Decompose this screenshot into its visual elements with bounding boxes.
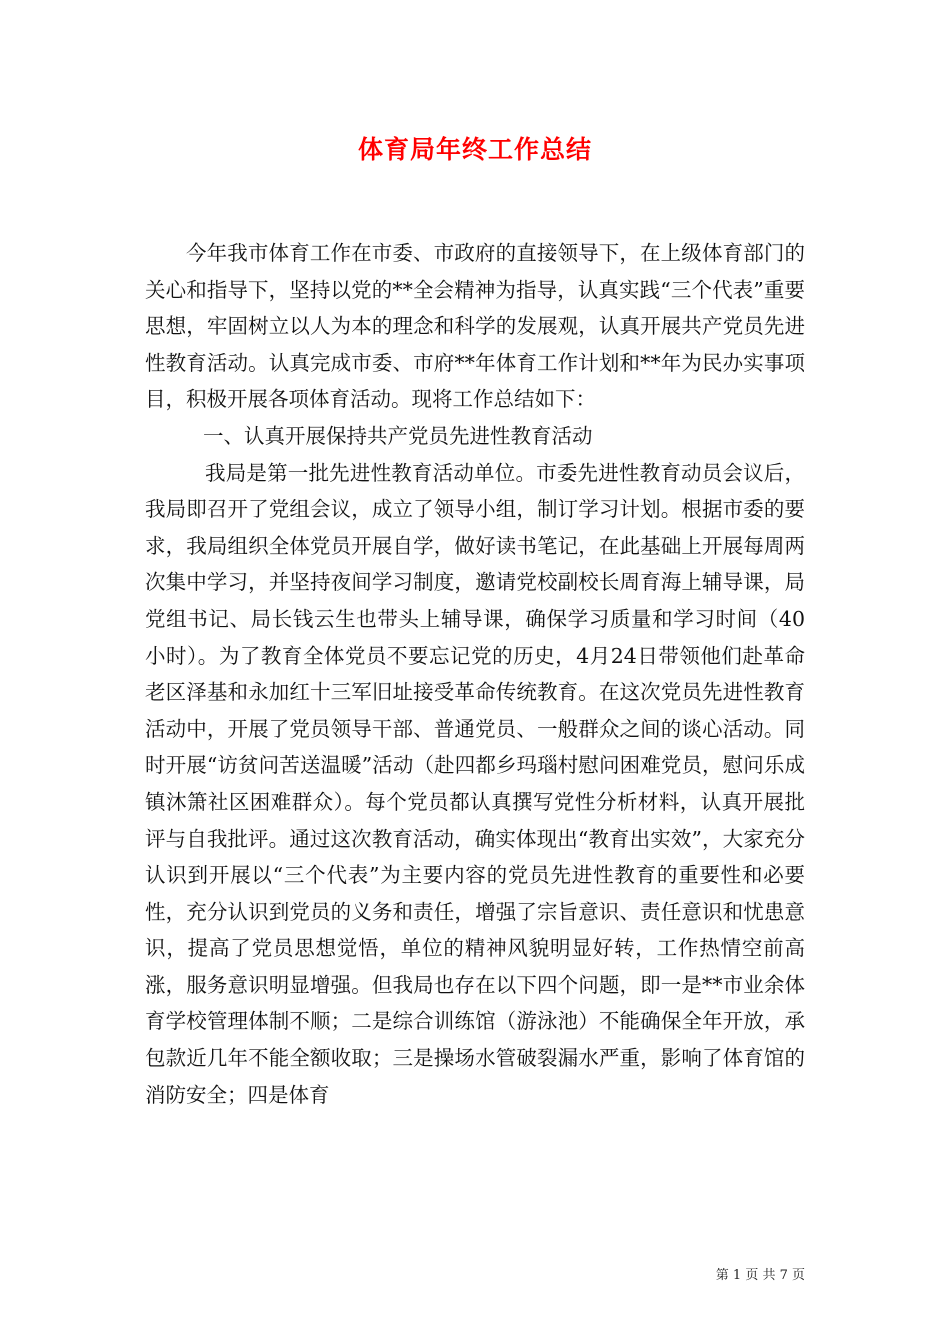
- document-body: [145, 235, 805, 1113]
- document-title: 体育局年终工作总结: [357, 135, 592, 164]
- section-heading: 一、认真开展保持共产党员先进性教育活动: [203, 423, 593, 448]
- section-paragraph: 我局是第一批先进性教育活动单位。市委先进性教育动员会议后，我局即召开了党组会议，成立了领导小组，制订学习计划。根据市委的要求，我局组织全体党员开展自学，做好读书笔记，在此基础上开展每周两次集中学习，并坚持夜间学习制度，邀请党校副校长周育海上辅导课，局党组书记、局长钱云生也带头上辅导课，确保学习质量和学习时间（40小时）。为了教育全体党员不要忘记党的历史，4月24日带领他们赴革命老区泽基和永加红十三军旧址接受革命传统教育。在这次党员先进性教育活动中，开展了党员领导干部、普通党员、一般群众之间的谈心活动。同时开展“访贫问苦送温暖”活动（赴四都乡玛瑙村慰问困难党员，慰问乐成镇沐箫社区困难群众）。每个党员都认真撰写党性分析材料，认真开展批评与自我批评。通过这次教育活动，确实体现出“教育出实效”，大家充分认识到开展以“三个代表”为主要内容的党员先进性教育的重要性和必要性，充分认识到党员的义务和责任，增强了宗旨意识、责任意识和忧患意识，提高了党员思想觉悟，单位的精神风貌明显好转，工作热情空前高涨，服务意识明显增强。但我局也存在以下四个问题，即一是**市业余体育学校管理体制不顺；二是综合训练馆（游泳池）不能确保全年开放，承包款近几年不能全额收取；三是操场水管破裂漏水严重，影响了体育馆的消防安全；四是体育: [145, 460, 805, 1107]
- intro-paragraph: 今年我市体育工作在市委、市政府的直接领导下，在上级体育部门的关心和指导下，坚持以党的**全会精神为指导，认真实践“三个代表”重要思想，牢固树立以人为本的理念和科学的发展观，认真开展共产党员先进性教育活动。认真完成市委、市府**年体育工作计划和**年为民办实事项目，积极开展各项体育活动。现将工作总结如下：: [145, 241, 805, 412]
- page-number: 第 1 页 共 7 页: [715, 1268, 805, 1283]
